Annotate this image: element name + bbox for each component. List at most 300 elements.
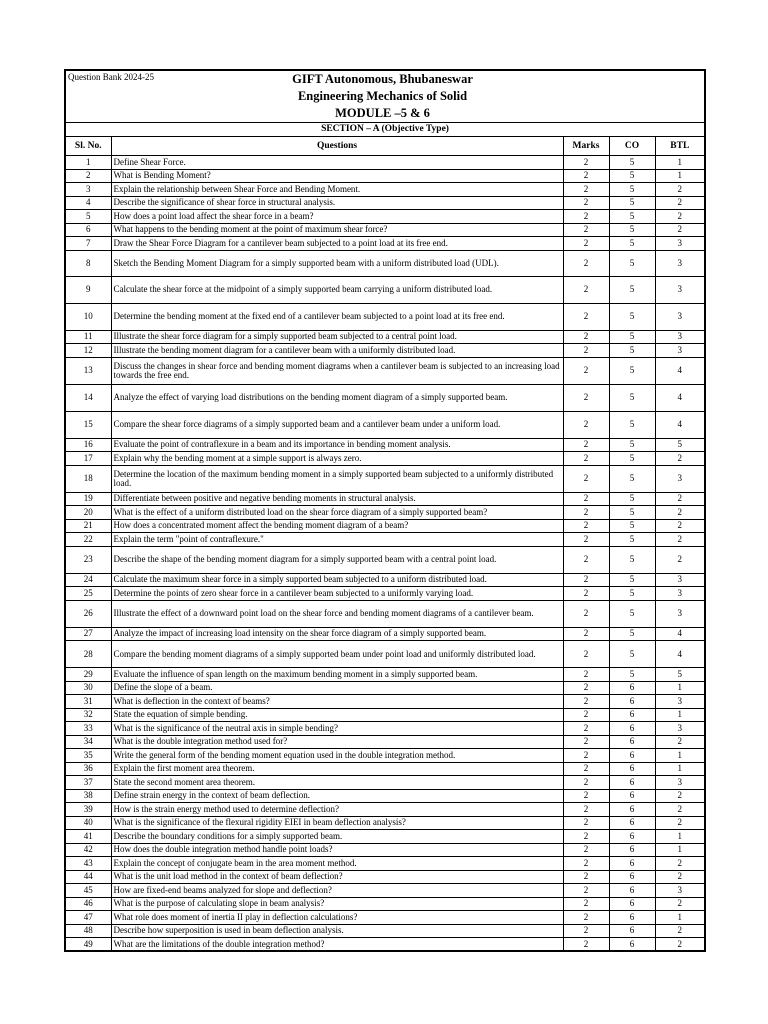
- marks-cell: 2: [563, 789, 609, 803]
- co-cell: 5: [609, 156, 655, 170]
- marks-cell: 2: [563, 735, 609, 749]
- marks-cell: 2: [563, 276, 609, 303]
- co-cell: 6: [609, 789, 655, 803]
- sl-no-cell: 12: [65, 344, 111, 358]
- question-text-cell: What is deflection in the context of beams?: [111, 695, 563, 709]
- question-text-cell: Describe the shape of the bending moment diagram for a simply supported beam with a central point load.: [111, 546, 563, 573]
- sl-no-cell: 35: [65, 749, 111, 763]
- question-row: [65, 223, 705, 237]
- btl-cell: 3: [655, 465, 705, 492]
- marks-cell: 2: [563, 870, 609, 884]
- col-header-marks: Marks: [563, 137, 609, 156]
- sl-no-cell: 41: [65, 830, 111, 844]
- btl-cell: 4: [655, 411, 705, 438]
- co-cell: 6: [609, 870, 655, 884]
- sl-no-cell: 27: [65, 627, 111, 641]
- marks-cell: 2: [563, 897, 609, 911]
- question-text-cell: Illustrate the shear force diagram for a simply supported beam subjected to a central point load.: [111, 330, 563, 344]
- question-row: [65, 749, 705, 763]
- question-text-cell: Describe the significance of shear force in structural analysis.: [111, 196, 563, 210]
- btl-cell: 2: [655, 533, 705, 547]
- question-row: [65, 330, 705, 344]
- col-header-sl-no: Sl. No.: [65, 137, 111, 156]
- marks-cell: 2: [563, 344, 609, 358]
- btl-cell: 2: [655, 492, 705, 506]
- btl-cell: 2: [655, 857, 705, 871]
- question-text-cell: What happens to the bending moment at the point of maximum shear force?: [111, 223, 563, 237]
- marks-cell: 2: [563, 708, 609, 722]
- question-row: [65, 708, 705, 722]
- question-text-cell: Explain why the bending moment at a simple support is always zero.: [111, 452, 563, 466]
- co-cell: 6: [609, 911, 655, 925]
- marks-cell: 2: [563, 384, 609, 411]
- question-text-cell: Explain the first moment area theorem.: [111, 762, 563, 776]
- question-text-cell: How does the double integration method handle point loads?: [111, 843, 563, 857]
- question-row: [65, 735, 705, 749]
- co-cell: 5: [609, 384, 655, 411]
- sl-no-cell: 9: [65, 276, 111, 303]
- sl-no-cell: 8: [65, 250, 111, 276]
- btl-cell: 4: [655, 627, 705, 641]
- btl-cell: 3: [655, 695, 705, 709]
- question-text-cell: What is the significance of the neutral axis in simple bending?: [111, 722, 563, 736]
- question-text-cell: Evaluate the influence of span length on the maximum bending moment in a simply supported beam.: [111, 668, 563, 682]
- co-cell: 6: [609, 762, 655, 776]
- btl-cell: 2: [655, 210, 705, 224]
- co-cell: 5: [609, 506, 655, 520]
- question-row: [65, 776, 705, 790]
- question-text-cell: How does a concentrated moment affect the bending moment diagram of a beam?: [111, 519, 563, 533]
- question-text-cell: Write the general form of the bending moment equation used in the double integration method.: [111, 749, 563, 763]
- marks-cell: 2: [563, 183, 609, 197]
- question-text-cell: Compare the shear force diagrams of a simply supported beam and a cantilever beam under a uniform load.: [111, 411, 563, 438]
- question-text-cell: Describe the boundary conditions for a simply supported beam.: [111, 830, 563, 844]
- sl-no-cell: 13: [65, 357, 111, 384]
- btl-cell: 3: [655, 587, 705, 601]
- btl-cell: 3: [655, 237, 705, 251]
- sl-no-cell: 1: [65, 156, 111, 170]
- co-cell: 5: [609, 452, 655, 466]
- co-cell: 5: [609, 183, 655, 197]
- co-cell: 6: [609, 695, 655, 709]
- btl-cell: 5: [655, 668, 705, 682]
- btl-cell: 2: [655, 924, 705, 938]
- question-row: [65, 250, 705, 276]
- co-cell: 5: [609, 169, 655, 183]
- question-row: [65, 938, 705, 952]
- co-cell: 5: [609, 196, 655, 210]
- btl-cell: 2: [655, 870, 705, 884]
- marks-cell: 2: [563, 681, 609, 695]
- co-cell: 6: [609, 803, 655, 817]
- question-row: [65, 911, 705, 925]
- column-header-row: [65, 137, 705, 156]
- sl-no-cell: 47: [65, 911, 111, 925]
- sl-no-cell: 17: [65, 452, 111, 466]
- sl-no-cell: 11: [65, 330, 111, 344]
- btl-cell: 2: [655, 789, 705, 803]
- marks-cell: 2: [563, 237, 609, 251]
- co-cell: 5: [609, 600, 655, 627]
- sl-no-cell: 2: [65, 169, 111, 183]
- marks-cell: 2: [563, 357, 609, 384]
- co-cell: 6: [609, 816, 655, 830]
- co-cell: 5: [609, 668, 655, 682]
- btl-cell: 5: [655, 438, 705, 452]
- btl-cell: 1: [655, 708, 705, 722]
- co-cell: 6: [609, 749, 655, 763]
- marks-cell: 2: [563, 938, 609, 952]
- marks-cell: 2: [563, 587, 609, 601]
- co-cell: 6: [609, 722, 655, 736]
- sl-no-cell: 18: [65, 465, 111, 492]
- marks-cell: 2: [563, 210, 609, 224]
- btl-cell: 2: [655, 735, 705, 749]
- question-row: [65, 196, 705, 210]
- question-row: [65, 384, 705, 411]
- question-text-cell: How does a point load affect the shear force in a beam?: [111, 210, 563, 224]
- btl-cell: 3: [655, 884, 705, 898]
- sl-no-cell: 28: [65, 641, 111, 668]
- btl-cell: 2: [655, 183, 705, 197]
- sl-no-cell: 19: [65, 492, 111, 506]
- co-cell: 5: [609, 250, 655, 276]
- question-row: [65, 411, 705, 438]
- question-bank-sheet: [64, 69, 704, 952]
- co-cell: 6: [609, 830, 655, 844]
- btl-cell: 2: [655, 519, 705, 533]
- question-row: [65, 344, 705, 358]
- marks-cell: 2: [563, 803, 609, 817]
- sl-no-cell: 43: [65, 857, 111, 871]
- question-row: [65, 210, 705, 224]
- marks-cell: 2: [563, 627, 609, 641]
- question-row: [65, 789, 705, 803]
- co-cell: 5: [609, 587, 655, 601]
- sl-no-cell: 25: [65, 587, 111, 601]
- marks-cell: 2: [563, 722, 609, 736]
- btl-cell: 2: [655, 223, 705, 237]
- question-text-cell: Discuss the changes in shear force and bending moment diagrams when a cantilever beam is subjected to an increasing load towards the free end.: [111, 357, 563, 384]
- sl-no-cell: 34: [65, 735, 111, 749]
- question-text-cell: Define the slope of a beam.: [111, 681, 563, 695]
- co-cell: 6: [609, 897, 655, 911]
- btl-cell: 2: [655, 897, 705, 911]
- marks-cell: 2: [563, 641, 609, 668]
- co-cell: 6: [609, 708, 655, 722]
- btl-cell: 1: [655, 681, 705, 695]
- btl-cell: 1: [655, 911, 705, 925]
- question-row: [65, 438, 705, 452]
- marks-cell: 2: [563, 452, 609, 466]
- co-cell: 6: [609, 681, 655, 695]
- question-text-cell: Evaluate the point of contraflexure in a beam and its importance in bending moment analysis.: [111, 438, 563, 452]
- question-row: [65, 722, 705, 736]
- question-text-cell: Analyze the effect of varying load distributions on the bending moment diagram of a simply supported beam.: [111, 384, 563, 411]
- marks-cell: 2: [563, 816, 609, 830]
- co-cell: 5: [609, 519, 655, 533]
- marks-cell: 2: [563, 465, 609, 492]
- question-row: [65, 357, 705, 384]
- marks-cell: 2: [563, 911, 609, 925]
- question-bank-label: Question Bank 2024-25: [65, 70, 111, 123]
- co-cell: 6: [609, 924, 655, 938]
- question-row: [65, 587, 705, 601]
- marks-cell: 2: [563, 776, 609, 790]
- co-cell: 5: [609, 357, 655, 384]
- marks-cell: 2: [563, 411, 609, 438]
- sl-no-cell: 7: [65, 237, 111, 251]
- module-title: MODULE –5 & 6: [335, 106, 430, 120]
- btl-cell: 3: [655, 330, 705, 344]
- co-cell: 6: [609, 776, 655, 790]
- btl-cell: 4: [655, 357, 705, 384]
- question-row: [65, 924, 705, 938]
- sl-no-cell: 15: [65, 411, 111, 438]
- question-row: [65, 183, 705, 197]
- marks-cell: 2: [563, 519, 609, 533]
- co-cell: 5: [609, 492, 655, 506]
- btl-cell: 2: [655, 196, 705, 210]
- question-row: [65, 465, 705, 492]
- sl-no-cell: 10: [65, 303, 111, 330]
- question-row: [65, 627, 705, 641]
- co-cell: 5: [609, 627, 655, 641]
- co-cell: 5: [609, 223, 655, 237]
- sl-no-cell: 32: [65, 708, 111, 722]
- btl-cell: 2: [655, 546, 705, 573]
- marks-cell: 2: [563, 506, 609, 520]
- sl-no-cell: 3: [65, 183, 111, 197]
- co-cell: 5: [609, 546, 655, 573]
- question-text-cell: Calculate the shear force at the midpoint of a simply supported beam carrying a uniform distributed load.: [111, 276, 563, 303]
- question-text-cell: Draw the Shear Force Diagram for a cantilever beam subjected to a point load at its free end.: [111, 237, 563, 251]
- institute-name: GIFT Autonomous, Bhubaneswar: [292, 72, 473, 86]
- btl-cell: 3: [655, 344, 705, 358]
- co-cell: 6: [609, 843, 655, 857]
- question-row: [65, 276, 705, 303]
- section-title: SECTION – A (Objective Type): [65, 123, 705, 137]
- marks-cell: 2: [563, 749, 609, 763]
- col-header-co: CO: [609, 137, 655, 156]
- question-row: [65, 695, 705, 709]
- sl-no-cell: 42: [65, 843, 111, 857]
- question-row: [65, 546, 705, 573]
- sl-no-cell: 16: [65, 438, 111, 452]
- sl-no-cell: 21: [65, 519, 111, 533]
- question-row: [65, 803, 705, 817]
- marks-cell: 2: [563, 668, 609, 682]
- sl-no-cell: 40: [65, 816, 111, 830]
- question-row: [65, 897, 705, 911]
- co-cell: 5: [609, 533, 655, 547]
- question-text-cell: What is the purpose of calculating slope in beam analysis?: [111, 897, 563, 911]
- question-row: [65, 600, 705, 627]
- sl-no-cell: 46: [65, 897, 111, 911]
- question-text-cell: Compare the bending moment diagrams of a simply supported beam under point load and uniformly distributed load.: [111, 641, 563, 668]
- btl-cell: 2: [655, 816, 705, 830]
- question-row: [65, 169, 705, 183]
- marks-cell: 2: [563, 600, 609, 627]
- marks-cell: 2: [563, 546, 609, 573]
- question-row: [65, 870, 705, 884]
- question-row: [65, 762, 705, 776]
- question-row: [65, 843, 705, 857]
- question-row: [65, 830, 705, 844]
- question-row: [65, 573, 705, 587]
- question-row: [65, 681, 705, 695]
- question-row: [65, 303, 705, 330]
- btl-cell: 3: [655, 600, 705, 627]
- sl-no-cell: 26: [65, 600, 111, 627]
- co-cell: 5: [609, 276, 655, 303]
- question-row: [65, 237, 705, 251]
- btl-cell: 3: [655, 573, 705, 587]
- question-table: [64, 69, 706, 952]
- question-text-cell: What role does moment of inertia II play in deflection calculations?: [111, 911, 563, 925]
- sl-no-cell: 44: [65, 870, 111, 884]
- question-text-cell: Differentiate between positive and negative bending moments in structural analysis.: [111, 492, 563, 506]
- question-text-cell: Explain the concept of conjugate beam in the area moment method.: [111, 857, 563, 871]
- question-row: [65, 156, 705, 170]
- sl-no-cell: 29: [65, 668, 111, 682]
- co-cell: 5: [609, 465, 655, 492]
- marks-cell: 2: [563, 857, 609, 871]
- marks-cell: 2: [563, 573, 609, 587]
- sl-no-cell: 5: [65, 210, 111, 224]
- question-text-cell: Define strain energy in the context of beam deflection.: [111, 789, 563, 803]
- marks-cell: 2: [563, 303, 609, 330]
- co-cell: 6: [609, 938, 655, 952]
- question-text-cell: Determine the location of the maximum bending moment in a simply supported beam subjected to a uniformly distributed load.: [111, 465, 563, 492]
- sl-no-cell: 24: [65, 573, 111, 587]
- btl-cell: 4: [655, 641, 705, 668]
- btl-cell: 1: [655, 762, 705, 776]
- btl-cell: 2: [655, 938, 705, 952]
- btl-cell: 1: [655, 843, 705, 857]
- question-text-cell: State the equation of simple bending.: [111, 708, 563, 722]
- marks-cell: 2: [563, 330, 609, 344]
- question-text-cell: What is the double integration method used for?: [111, 735, 563, 749]
- marks-cell: 2: [563, 884, 609, 898]
- marks-cell: 2: [563, 250, 609, 276]
- question-row: [65, 857, 705, 871]
- btl-cell: 3: [655, 303, 705, 330]
- question-text-cell: Calculate the maximum shear force in a simply supported beam subjected to a uniform distributed load.: [111, 573, 563, 587]
- btl-cell: 3: [655, 722, 705, 736]
- question-text-cell: How are fixed-end beams analyzed for slope and deflection?: [111, 884, 563, 898]
- btl-cell: 1: [655, 156, 705, 170]
- question-row: [65, 816, 705, 830]
- question-row: [65, 519, 705, 533]
- document-header: [65, 70, 705, 123]
- question-row: [65, 668, 705, 682]
- sl-no-cell: 30: [65, 681, 111, 695]
- btl-cell: 1: [655, 169, 705, 183]
- marks-cell: 2: [563, 438, 609, 452]
- question-text-cell: What is the significance of the flexural rigidity EIEI in beam deflection analysis?: [111, 816, 563, 830]
- co-cell: 5: [609, 210, 655, 224]
- question-text-cell: State the second moment area theorem.: [111, 776, 563, 790]
- sl-no-cell: 23: [65, 546, 111, 573]
- question-row: [65, 884, 705, 898]
- question-text-cell: What is the effect of a uniform distributed load on the shear force diagram of a simply supported beam?: [111, 506, 563, 520]
- sl-no-cell: 4: [65, 196, 111, 210]
- co-cell: 5: [609, 411, 655, 438]
- sl-no-cell: 33: [65, 722, 111, 736]
- marks-cell: 2: [563, 169, 609, 183]
- sl-no-cell: 45: [65, 884, 111, 898]
- co-cell: 5: [609, 438, 655, 452]
- co-cell: 6: [609, 884, 655, 898]
- sl-no-cell: 20: [65, 506, 111, 520]
- co-cell: 6: [609, 857, 655, 871]
- co-cell: 5: [609, 573, 655, 587]
- question-text-cell: Describe how superposition is used in beam deflection analysis.: [111, 924, 563, 938]
- btl-cell: 2: [655, 506, 705, 520]
- sl-no-cell: 14: [65, 384, 111, 411]
- col-header-questions: Questions: [111, 137, 563, 156]
- marks-cell: 2: [563, 223, 609, 237]
- question-text-cell: How is the strain energy method used to determine deflection?: [111, 803, 563, 817]
- subject-name: Engineering Mechanics of Solid: [297, 89, 468, 103]
- question-row: [65, 506, 705, 520]
- co-cell: 5: [609, 237, 655, 251]
- co-cell: 5: [609, 641, 655, 668]
- marks-cell: 2: [563, 695, 609, 709]
- btl-cell: 3: [655, 776, 705, 790]
- question-text-cell: What is the unit load method in the context of beam deflection?: [111, 870, 563, 884]
- question-text-cell: What are the limitations of the double integration method?: [111, 938, 563, 952]
- marks-cell: 2: [563, 843, 609, 857]
- marks-cell: 2: [563, 156, 609, 170]
- marks-cell: 2: [563, 830, 609, 844]
- question-text-cell: What is Bending Moment?: [111, 169, 563, 183]
- co-cell: 5: [609, 330, 655, 344]
- question-row: [65, 533, 705, 547]
- question-text-cell: Determine the bending moment at the fixed end of a cantilever beam subjected to a point load at its free end.: [111, 303, 563, 330]
- btl-cell: 4: [655, 384, 705, 411]
- question-text-cell: Determine the points of zero shear force in a cantilever beam subjected to a uniformly varying load.: [111, 587, 563, 601]
- sl-no-cell: 22: [65, 533, 111, 547]
- question-text-cell: Analyze the impact of increasing load intensity on the shear force diagram of a simply supported beam.: [111, 627, 563, 641]
- sl-no-cell: 36: [65, 762, 111, 776]
- marks-cell: 2: [563, 533, 609, 547]
- question-text-cell: Explain the term "point of contraflexure.": [111, 533, 563, 547]
- btl-cell: 1: [655, 830, 705, 844]
- question-text-cell: Define Shear Force.: [111, 156, 563, 170]
- btl-cell: 1: [655, 749, 705, 763]
- co-cell: 5: [609, 303, 655, 330]
- sl-no-cell: 39: [65, 803, 111, 817]
- sl-no-cell: 31: [65, 695, 111, 709]
- col-header-btl: BTL: [655, 137, 705, 156]
- sl-no-cell: 49: [65, 938, 111, 952]
- question-row: [65, 452, 705, 466]
- marks-cell: 2: [563, 492, 609, 506]
- btl-cell: 2: [655, 803, 705, 817]
- question-row: [65, 641, 705, 668]
- question-text-cell: Illustrate the bending moment diagram for a cantilever beam with a uniformly distributed load.: [111, 344, 563, 358]
- marks-cell: 2: [563, 762, 609, 776]
- marks-cell: 2: [563, 924, 609, 938]
- sl-no-cell: 48: [65, 924, 111, 938]
- sl-no-cell: 37: [65, 776, 111, 790]
- marks-cell: 2: [563, 196, 609, 210]
- btl-cell: 3: [655, 276, 705, 303]
- question-row: [65, 492, 705, 506]
- question-text-cell: Illustrate the effect of a downward point load on the shear force and bending moment diagrams of a cantilever beam.: [111, 600, 563, 627]
